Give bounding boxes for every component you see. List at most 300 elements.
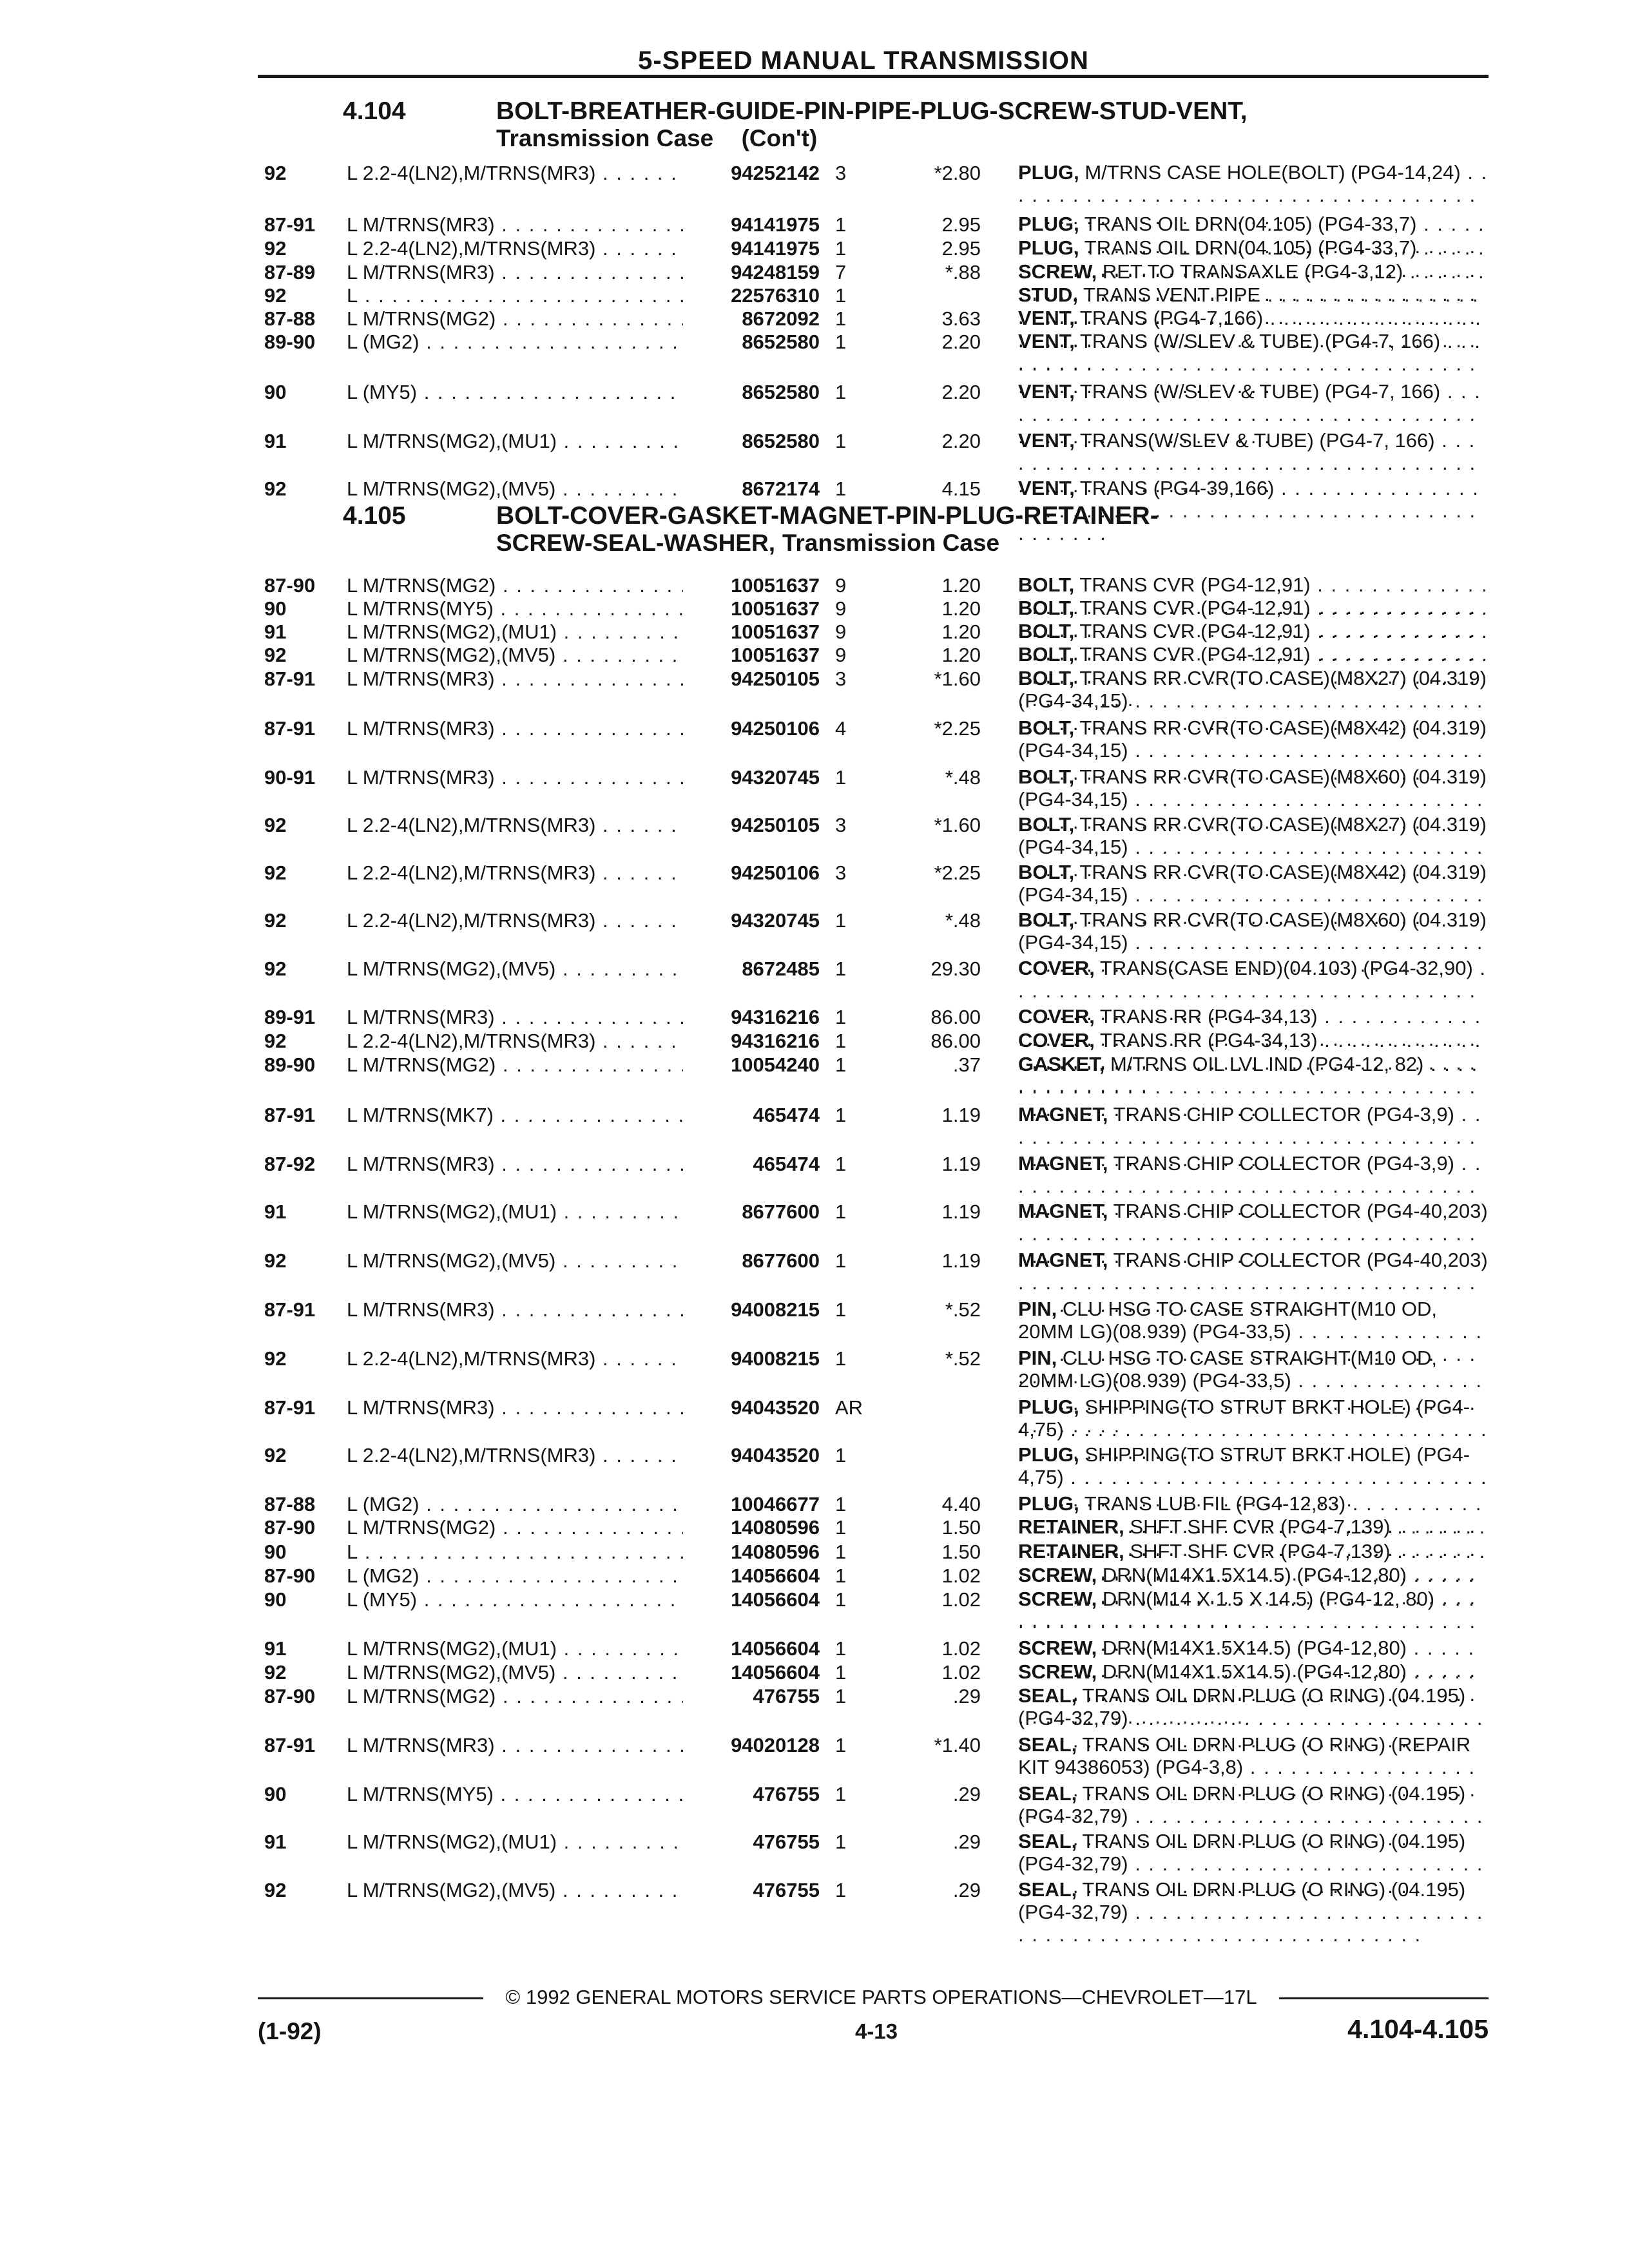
description-text: DRN(M14 X 1.5 X 14.5) (PG4-12, 80) . . .	[1018, 1588, 1476, 1655]
model-years: 89-90	[264, 331, 316, 353]
application: L M/TRNS(MR3) . . .	[347, 1733, 685, 1757]
description-text: TRANS(CASE END)(04.103) (PG4-32,90) . . .	[1018, 957, 1487, 1024]
price: 1.19	[941, 1153, 981, 1175]
description-text: TRANS RR CVR(TO CASE)(M8X42) (04.319) (PG4-34,15) . . .	[1018, 716, 1487, 784]
model-years: 87-91	[264, 1734, 316, 1756]
section-title-line2: SCREW-SEAL-WASHER,	[496, 530, 775, 556]
quantity: 1	[835, 1493, 847, 1515]
part-number: 8652580	[683, 380, 820, 404]
part-number: 94316216	[683, 1029, 820, 1053]
application: L (MG2) . . .	[347, 1564, 685, 1588]
description-title: GASKET,	[1018, 1053, 1105, 1075]
application: L M/TRNS(MR3) . . .	[347, 1396, 685, 1419]
description-text: TRANS (PG4-7,166) . . .	[1018, 307, 1482, 374]
price: 2.20	[941, 331, 981, 353]
price: 2.95	[941, 213, 981, 236]
price: *.48	[945, 909, 981, 932]
part-number: 94252142	[683, 161, 820, 185]
description-text: DRN(M14X1.5X14.5) (PG4-12,80) . . .	[1018, 1564, 1476, 1631]
description-title: COVER,	[1018, 1029, 1095, 1052]
part-number: 94043520	[683, 1396, 820, 1419]
model-years: 87-91	[264, 1396, 316, 1419]
quantity: 1	[835, 430, 847, 452]
application: L M/TRNS(MG2),(MV5) . . .	[347, 1660, 685, 1684]
description-title: SCREW,	[1018, 1637, 1097, 1659]
description-text: TRANS (PG4-39,166) . . .	[1018, 477, 1480, 544]
description-text: DRN(M14X1.5X14.5) (PG4-12,80) . . .	[1018, 1637, 1476, 1704]
description-title: BOLT,	[1018, 861, 1075, 883]
description-title: PLUG,	[1018, 161, 1079, 184]
description-text: SHFT SHF CVR (PG4-7,139) . . .	[1018, 1515, 1486, 1583]
part-number: 10051637	[683, 573, 820, 597]
quantity: 3	[835, 668, 847, 690]
page-header-title: 5-SPEED MANUAL TRANSMISSION	[638, 46, 1089, 75]
description-text: TRANS RR CVR(TO CASE)(M8X60) (04.319) (PG4-34,15) . . .	[1018, 908, 1487, 976]
model-years: 87-91	[264, 1104, 316, 1126]
application: L M/TRNS(MR3) . . .	[347, 1152, 685, 1176]
application: L M/TRNS(MG2),(MV5) . . .	[347, 477, 685, 501]
model-years: 92	[264, 1879, 287, 1901]
model-years: 87-90	[264, 1564, 316, 1587]
description-text: TRANS OIL DRN PLUG (O RING) (04.195) (PG4-32,79) . . .	[1018, 1782, 1483, 1850]
description-text: TRANS CHIP COLLECTOR (PG4-3,9) . . .	[1018, 1103, 1481, 1171]
application: L M/TRNS(MR3) . . .	[347, 765, 685, 789]
model-years: 92	[264, 477, 287, 500]
quantity: 1	[835, 909, 847, 932]
description-title: BOLT,	[1018, 573, 1075, 596]
description-title: VENT,	[1018, 429, 1075, 452]
header-rule	[258, 75, 1489, 78]
price: 1.19	[941, 1249, 981, 1272]
application: L M/TRNS(MR3) . . .	[347, 213, 685, 236]
description-text: TRANS(W/SLEV & TUBE) (PG4-7, 166) . . .	[1018, 429, 1476, 497]
model-years: 87-88	[264, 307, 316, 330]
section-title-continued: (Con't)	[741, 125, 818, 151]
part-number: 10051637	[683, 597, 820, 620]
application: L M/TRNS(MR3) . . .	[347, 716, 685, 740]
application: L M/TRNS(MG2),(MU1) . . .	[347, 620, 685, 644]
price: .37	[952, 1053, 981, 1076]
quantity: 9	[835, 620, 847, 643]
price: *.88	[945, 261, 981, 284]
description-text: TRANS RR CVR(TO CASE)(M8X27) (04.319) (PG4-34,15) . . .	[1018, 813, 1487, 881]
quantity: 1	[835, 1200, 847, 1223]
part-number: 476755	[683, 1878, 820, 1902]
quantity: 9	[835, 597, 847, 620]
part-number: 94320745	[683, 765, 820, 789]
description-title: RETAINER,	[1018, 1540, 1124, 1562]
quantity: 1	[835, 1831, 847, 1853]
part-number: 8677600	[683, 1249, 820, 1273]
model-years: 87-91	[264, 668, 316, 690]
part-number: 14056604	[683, 1637, 820, 1660]
model-years: 90	[264, 597, 287, 620]
model-years: 89-90	[264, 1053, 316, 1076]
description-text: TRANS (W/SLEV & TUBE) (PG4-7, 166) . . .	[1018, 330, 1481, 398]
quantity: 1	[835, 1006, 847, 1028]
quantity: 1	[835, 284, 847, 307]
quantity: AR	[835, 1396, 863, 1419]
part-number: 94043520	[683, 1443, 820, 1467]
quantity: 1	[835, 1298, 847, 1321]
part-number: 8672092	[683, 307, 820, 331]
section-number: 4.104	[343, 97, 406, 125]
price: 86.00	[930, 1030, 981, 1052]
description-title: STUD,	[1018, 284, 1078, 306]
application: L M/TRNS(MR3) . . .	[347, 1005, 685, 1029]
model-years: 92	[264, 1444, 287, 1466]
model-years: 91	[264, 430, 287, 452]
description-title: VENT,	[1018, 477, 1075, 499]
quantity: 3	[835, 861, 847, 884]
description-text: TRANS CVR (PG4-12,91) . . .	[1018, 643, 1489, 711]
model-years: 87-88	[264, 1493, 316, 1515]
description-text: TRANS CVR (PG4-12,91) . . .	[1018, 573, 1489, 641]
price: 1.02	[941, 1588, 981, 1611]
application: L M/TRNS(MG2),(MU1) . . .	[347, 1830, 685, 1854]
application: L M/TRNS(MG2),(MU1) . . .	[347, 429, 685, 453]
footer-date: (1-92)	[258, 2018, 322, 2044]
price: *1.40	[934, 1734, 981, 1756]
price: .29	[952, 1783, 981, 1805]
model-years: 87-89	[264, 261, 316, 284]
description-text: TRANS CHIP COLLECTOR (PG4-40,203) . . .	[1018, 1200, 1488, 1267]
price: *1.60	[934, 814, 981, 836]
description-text: TRANS CVR (PG4-12,91) . . .	[1018, 620, 1489, 687]
application: L M/TRNS(MR3) . . .	[347, 667, 685, 691]
application: L M/TRNS(MG2) . . .	[347, 1515, 685, 1539]
description-title: PIN,	[1018, 1298, 1057, 1320]
part-number: 476755	[683, 1782, 820, 1806]
description-title: PLUG,	[1018, 1396, 1079, 1418]
description-title: SEAL,	[1018, 1733, 1077, 1756]
description-text: CLU HSG TO CASE STRAIGHT(M10 OD, 20MM LG)(08.939) (PG4-33,5) . . .	[1018, 1298, 1483, 1388]
application: L 2.2-4(LN2),M/TRNS(MR3) . . .	[347, 236, 685, 260]
description	[1018, 477, 1489, 544]
application: L 2.2-4(LN2),M/TRNS(MR3) . . .	[347, 908, 685, 932]
price: *.52	[945, 1298, 981, 1321]
model-years: 92	[264, 1249, 287, 1272]
description-text: TRANS LUB FIL (PG4-12,83) . . .	[1018, 1492, 1482, 1560]
description-title: PLUG,	[1018, 236, 1079, 259]
footer-section-range: 4.104-4.105	[1347, 2014, 1489, 2044]
part-number: 94250106	[683, 716, 820, 740]
part-number: 22576310	[683, 284, 820, 307]
price: 3.63	[941, 307, 981, 330]
description-text: TRANS RR CVR(TO CASE)(M8X60) (04.319) (PG4-34,15) . . .	[1018, 765, 1487, 833]
price: *1.60	[934, 668, 981, 690]
model-years: 87-90	[264, 574, 316, 597]
description-text: TRANS OIL DRN PLUG (O RING) (04.195) (PG4-32,79) . . .	[1018, 1878, 1483, 1946]
description-text: TRANS CHIP COLLECTOR (PG4-40,203) . . .	[1018, 1249, 1488, 1316]
price: 2.95	[941, 237, 981, 260]
model-years: 89-91	[264, 1006, 316, 1028]
description-text: TRANS RR CVR(TO CASE)(M8X42) (04.319) (PG4-34,15) . . .	[1018, 861, 1487, 928]
model-years: 90	[264, 1783, 287, 1805]
description-text: TRANS RR (PG4-34,13) . . .	[1018, 1029, 1481, 1097]
part-number: 10054240	[683, 1053, 820, 1077]
part-number: 10046677	[683, 1492, 820, 1516]
model-years: 87-91	[264, 213, 316, 236]
model-years: 92	[264, 814, 287, 836]
model-years: 92	[264, 861, 287, 884]
description-text: TRANS VENT PIPE . . .	[1018, 284, 1480, 351]
application: L (MY5) . . .	[347, 1588, 685, 1611]
part-number: 8677600	[683, 1200, 820, 1224]
description-title: SCREW,	[1018, 1660, 1097, 1683]
quantity: 1	[835, 1053, 847, 1076]
price: *2.25	[934, 717, 981, 740]
quantity: 1	[835, 1637, 847, 1660]
model-years: 92	[264, 284, 287, 307]
price: 4.15	[941, 477, 981, 500]
description-title: MAGNET,	[1018, 1200, 1108, 1222]
description-title: BOLT,	[1018, 620, 1075, 642]
page-footer	[258, 1986, 1489, 2063]
quantity: 4	[835, 717, 847, 740]
description-title: COVER,	[1018, 957, 1095, 979]
quantity: 1	[835, 307, 847, 330]
part-number: 94008215	[683, 1298, 820, 1321]
footer-copyright: © 1992 GENERAL MOTORS SERVICE PARTS OPERATIONS—CHEVROLET—17L	[505, 1986, 1257, 2008]
price: 1.19	[941, 1104, 981, 1126]
part-number: 94020128	[683, 1733, 820, 1757]
description-text: TRANS OIL DRN(04.105) (PG4-33,7) . . .	[1018, 236, 1485, 304]
description-text: TRANS OIL DRN(04.105) (PG4-33,7) . . .	[1018, 213, 1485, 280]
model-years: 92	[264, 957, 287, 980]
quantity: 1	[835, 477, 847, 500]
application: L 2.2-4(LN2),M/TRNS(MR3) . . .	[347, 161, 685, 185]
quantity: 1	[835, 1347, 847, 1370]
part-number: 10051637	[683, 620, 820, 644]
footer-rule-right	[1279, 1997, 1489, 1999]
description-title: SCREW,	[1018, 1588, 1097, 1610]
description-title: SEAL,	[1018, 1684, 1077, 1707]
part-number: 14080596	[683, 1540, 820, 1564]
application: L M/TRNS(MG2),(MV5) . . .	[347, 1878, 685, 1902]
application: L M/TRNS(MG2) . . .	[347, 1684, 685, 1708]
description-title: MAGNET,	[1018, 1103, 1108, 1126]
quantity: 3	[835, 814, 847, 836]
part-number: 8652580	[683, 429, 820, 453]
description-title: PIN,	[1018, 1347, 1057, 1369]
quantity: 1	[835, 1153, 847, 1175]
description-text: M/TRNS CASE HOLE(BOLT) (PG4-14,24) . . .	[1018, 161, 1488, 229]
section-name	[496, 98, 1248, 152]
part-number: 94250106	[683, 861, 820, 885]
description-text: TRANS RR CVR(TO CASE)(M8X27) (04.319) (PG4-34,15) . . .	[1018, 667, 1487, 735]
part-number: 465474	[683, 1103, 820, 1127]
quantity: 9	[835, 644, 847, 666]
application: L 2.2-4(LN2),M/TRNS(MR3) . . .	[347, 1443, 685, 1467]
application: L 2.2-4(LN2),M/TRNS(MR3) . . .	[347, 1347, 685, 1370]
price: .29	[952, 1831, 981, 1853]
part-number: 94250105	[683, 813, 820, 837]
application: L 2.2-4(LN2),M/TRNS(MR3) . . .	[347, 1029, 685, 1053]
quantity: 1	[835, 1879, 847, 1901]
description-title: PLUG,	[1018, 1492, 1079, 1515]
model-years: 91	[264, 1831, 287, 1853]
quantity: 1	[835, 1444, 847, 1466]
model-years: 92	[264, 909, 287, 932]
model-years: 91	[264, 620, 287, 643]
application: L M/TRNS(MG2) . . .	[347, 1053, 685, 1077]
price: *.48	[945, 766, 981, 789]
price: 2.20	[941, 381, 981, 403]
application: L M/TRNS(MG2),(MV5) . . .	[347, 957, 685, 981]
application: L M/TRNS(MG2),(MV5) . . .	[347, 643, 685, 667]
price: 1.20	[941, 620, 981, 643]
application: L M/TRNS(MG2),(MV5) . . .	[347, 1249, 685, 1273]
model-years: 92	[264, 1030, 287, 1052]
application: L . . .	[347, 1540, 685, 1564]
section-title-line2: Transmission Case	[496, 125, 714, 151]
price: .29	[952, 1879, 981, 1901]
price: *2.25	[934, 861, 981, 884]
model-years: 87-92	[264, 1153, 316, 1175]
description-title: VENT,	[1018, 380, 1075, 403]
quantity: 1	[835, 1685, 847, 1707]
price: 1.20	[941, 644, 981, 666]
description-title: PLUG,	[1018, 213, 1079, 235]
price: *.52	[945, 1347, 981, 1370]
part-number: 94316216	[683, 1005, 820, 1029]
section-number: 4.105	[343, 502, 406, 530]
model-years: 92	[264, 1347, 287, 1370]
description-title: MAGNET,	[1018, 1249, 1108, 1271]
model-years: 87-90	[264, 1516, 316, 1539]
section-title-line2b: Transmission Case	[782, 530, 1000, 556]
model-years: 87-91	[264, 1298, 316, 1321]
quantity: 1	[835, 1516, 847, 1539]
application: L (MG2) . . .	[347, 330, 685, 354]
application: L M/TRNS(MR3) . . .	[347, 1298, 685, 1321]
description-text: CLU HSG TO CASE STRAIGHT(M10 OD, 20MM LG)(08.939) (PG4-33,5) . . .	[1018, 1347, 1483, 1437]
application: L (MG2) . . .	[347, 1492, 685, 1516]
description-text: TRANS CHIP COLLECTOR (PG4-3,9) . . .	[1018, 1152, 1481, 1220]
description-title: BOLT,	[1018, 667, 1075, 689]
description-title: COVER,	[1018, 1005, 1095, 1028]
quantity: 3	[835, 162, 847, 184]
model-years: 87-90	[264, 1685, 316, 1707]
quantity: 1	[835, 1104, 847, 1126]
description-title: BOLT,	[1018, 908, 1075, 931]
description-text: TRANS (W/SLEV & TUBE) (PG4-7, 166) . . .	[1018, 380, 1481, 448]
part-number: 476755	[683, 1830, 820, 1854]
price: 1.20	[941, 597, 981, 620]
description-title: SEAL,	[1018, 1782, 1077, 1805]
part-number: 14056604	[683, 1660, 820, 1684]
description-title: BOLT,	[1018, 765, 1075, 788]
quantity: 1	[835, 1734, 847, 1756]
model-years: 92	[264, 237, 287, 260]
quantity: 1	[835, 957, 847, 980]
application: L M/TRNS(MG2) . . .	[347, 307, 685, 331]
footer-rule-left	[258, 1997, 483, 1999]
part-number: 14080596	[683, 1515, 820, 1539]
description-text: TRANS RR (PG4-34,13) . . .	[1018, 1005, 1481, 1073]
application: L M/TRNS(MR3) . . .	[347, 260, 685, 284]
model-years: 90-91	[264, 766, 316, 789]
description-title: VENT,	[1018, 307, 1075, 329]
application: L 2.2-4(LN2),M/TRNS(MR3) . . .	[347, 813, 685, 837]
description-title: MAGNET,	[1018, 1152, 1108, 1175]
quantity: 1	[835, 1588, 847, 1611]
quantity: 1	[835, 331, 847, 353]
section-title-line1: BOLT-BREATHER-GUIDE-PIN-PIPE-PLUG-SCREW-STUD-VENT,	[496, 97, 1248, 125]
part-number: 8672174	[683, 477, 820, 501]
part-number: 8672485	[683, 957, 820, 981]
model-years: 91	[264, 1200, 287, 1223]
description-text: M/TRNS OIL LVL IND (PG4-12, 82) . . .	[1018, 1053, 1478, 1120]
application: L (MY5) . . .	[347, 380, 685, 404]
part-number: 10051637	[683, 643, 820, 667]
part-number: 94141975	[683, 236, 820, 260]
price: .29	[952, 1685, 981, 1707]
part-number: 94141975	[683, 213, 820, 236]
description-title: BOLT,	[1018, 643, 1075, 666]
application: L M/TRNS(MG2),(MU1) . . .	[347, 1200, 685, 1224]
part-number: 465474	[683, 1152, 820, 1176]
quantity: 1	[835, 1541, 847, 1563]
quantity: 1	[835, 1783, 847, 1805]
price: 2.20	[941, 430, 981, 452]
quantity: 1	[835, 766, 847, 789]
model-years: 90	[264, 381, 287, 403]
description-text: TRANS OIL DRN PLUG (O RING) (04.195) (PG4-32,79) . . .	[1018, 1830, 1483, 1898]
quantity: 1	[835, 1661, 847, 1684]
quantity: 1	[835, 1030, 847, 1052]
price: 1.02	[941, 1661, 981, 1684]
model-years: 92	[264, 1661, 287, 1684]
model-years: 90	[264, 1541, 287, 1563]
price: 1.50	[941, 1516, 981, 1539]
model-years: 91	[264, 1637, 287, 1660]
quantity: 1	[835, 237, 847, 260]
description-title: SCREW,	[1018, 260, 1097, 283]
application: L M/TRNS(MG2),(MU1) . . .	[347, 1637, 685, 1660]
description-title: PLUG,	[1018, 1443, 1079, 1466]
part-number: 476755	[683, 1684, 820, 1708]
quantity: 1	[835, 1249, 847, 1272]
description-text: SHIPPING(TO STRUT BRKT HOLE) (PG4-4,75) . . .	[1018, 1396, 1488, 1463]
price: *2.80	[934, 162, 981, 184]
model-years: 92	[264, 162, 287, 184]
description-text: SHIPPING(TO STRUT BRKT HOLE) (PG4-4,75) . . .	[1018, 1443, 1488, 1511]
model-years: 92	[264, 644, 287, 666]
description-title: BOLT,	[1018, 716, 1075, 739]
footer-page-number: 4-13	[854, 2019, 898, 2043]
description-text: DRN(M14X1.5X14.5) (PG4-12,80) . . .	[1018, 1660, 1476, 1728]
price: 1.19	[941, 1200, 981, 1223]
part-number: 14056604	[683, 1564, 820, 1588]
price: 1.50	[941, 1541, 981, 1563]
part-number: 14056604	[683, 1588, 820, 1611]
description-title: SEAL,	[1018, 1878, 1077, 1901]
description-title: VENT,	[1018, 330, 1075, 352]
price: 29.30	[930, 957, 981, 980]
model-years: 87-91	[264, 717, 316, 740]
quantity: 7	[835, 261, 847, 284]
description	[1018, 1878, 1489, 1946]
description-text: SHFT SHF CVR (PG4-7,139) . . .	[1018, 1540, 1486, 1608]
part-number: 94248159	[683, 260, 820, 284]
quantity: 1	[835, 381, 847, 403]
description-title: SEAL,	[1018, 1830, 1077, 1852]
part-number: 8652580	[683, 330, 820, 354]
application: L M/TRNS(MK7) . . .	[347, 1103, 685, 1127]
description-text: TRANS CVR (PG4-12,91) . . .	[1018, 597, 1489, 664]
